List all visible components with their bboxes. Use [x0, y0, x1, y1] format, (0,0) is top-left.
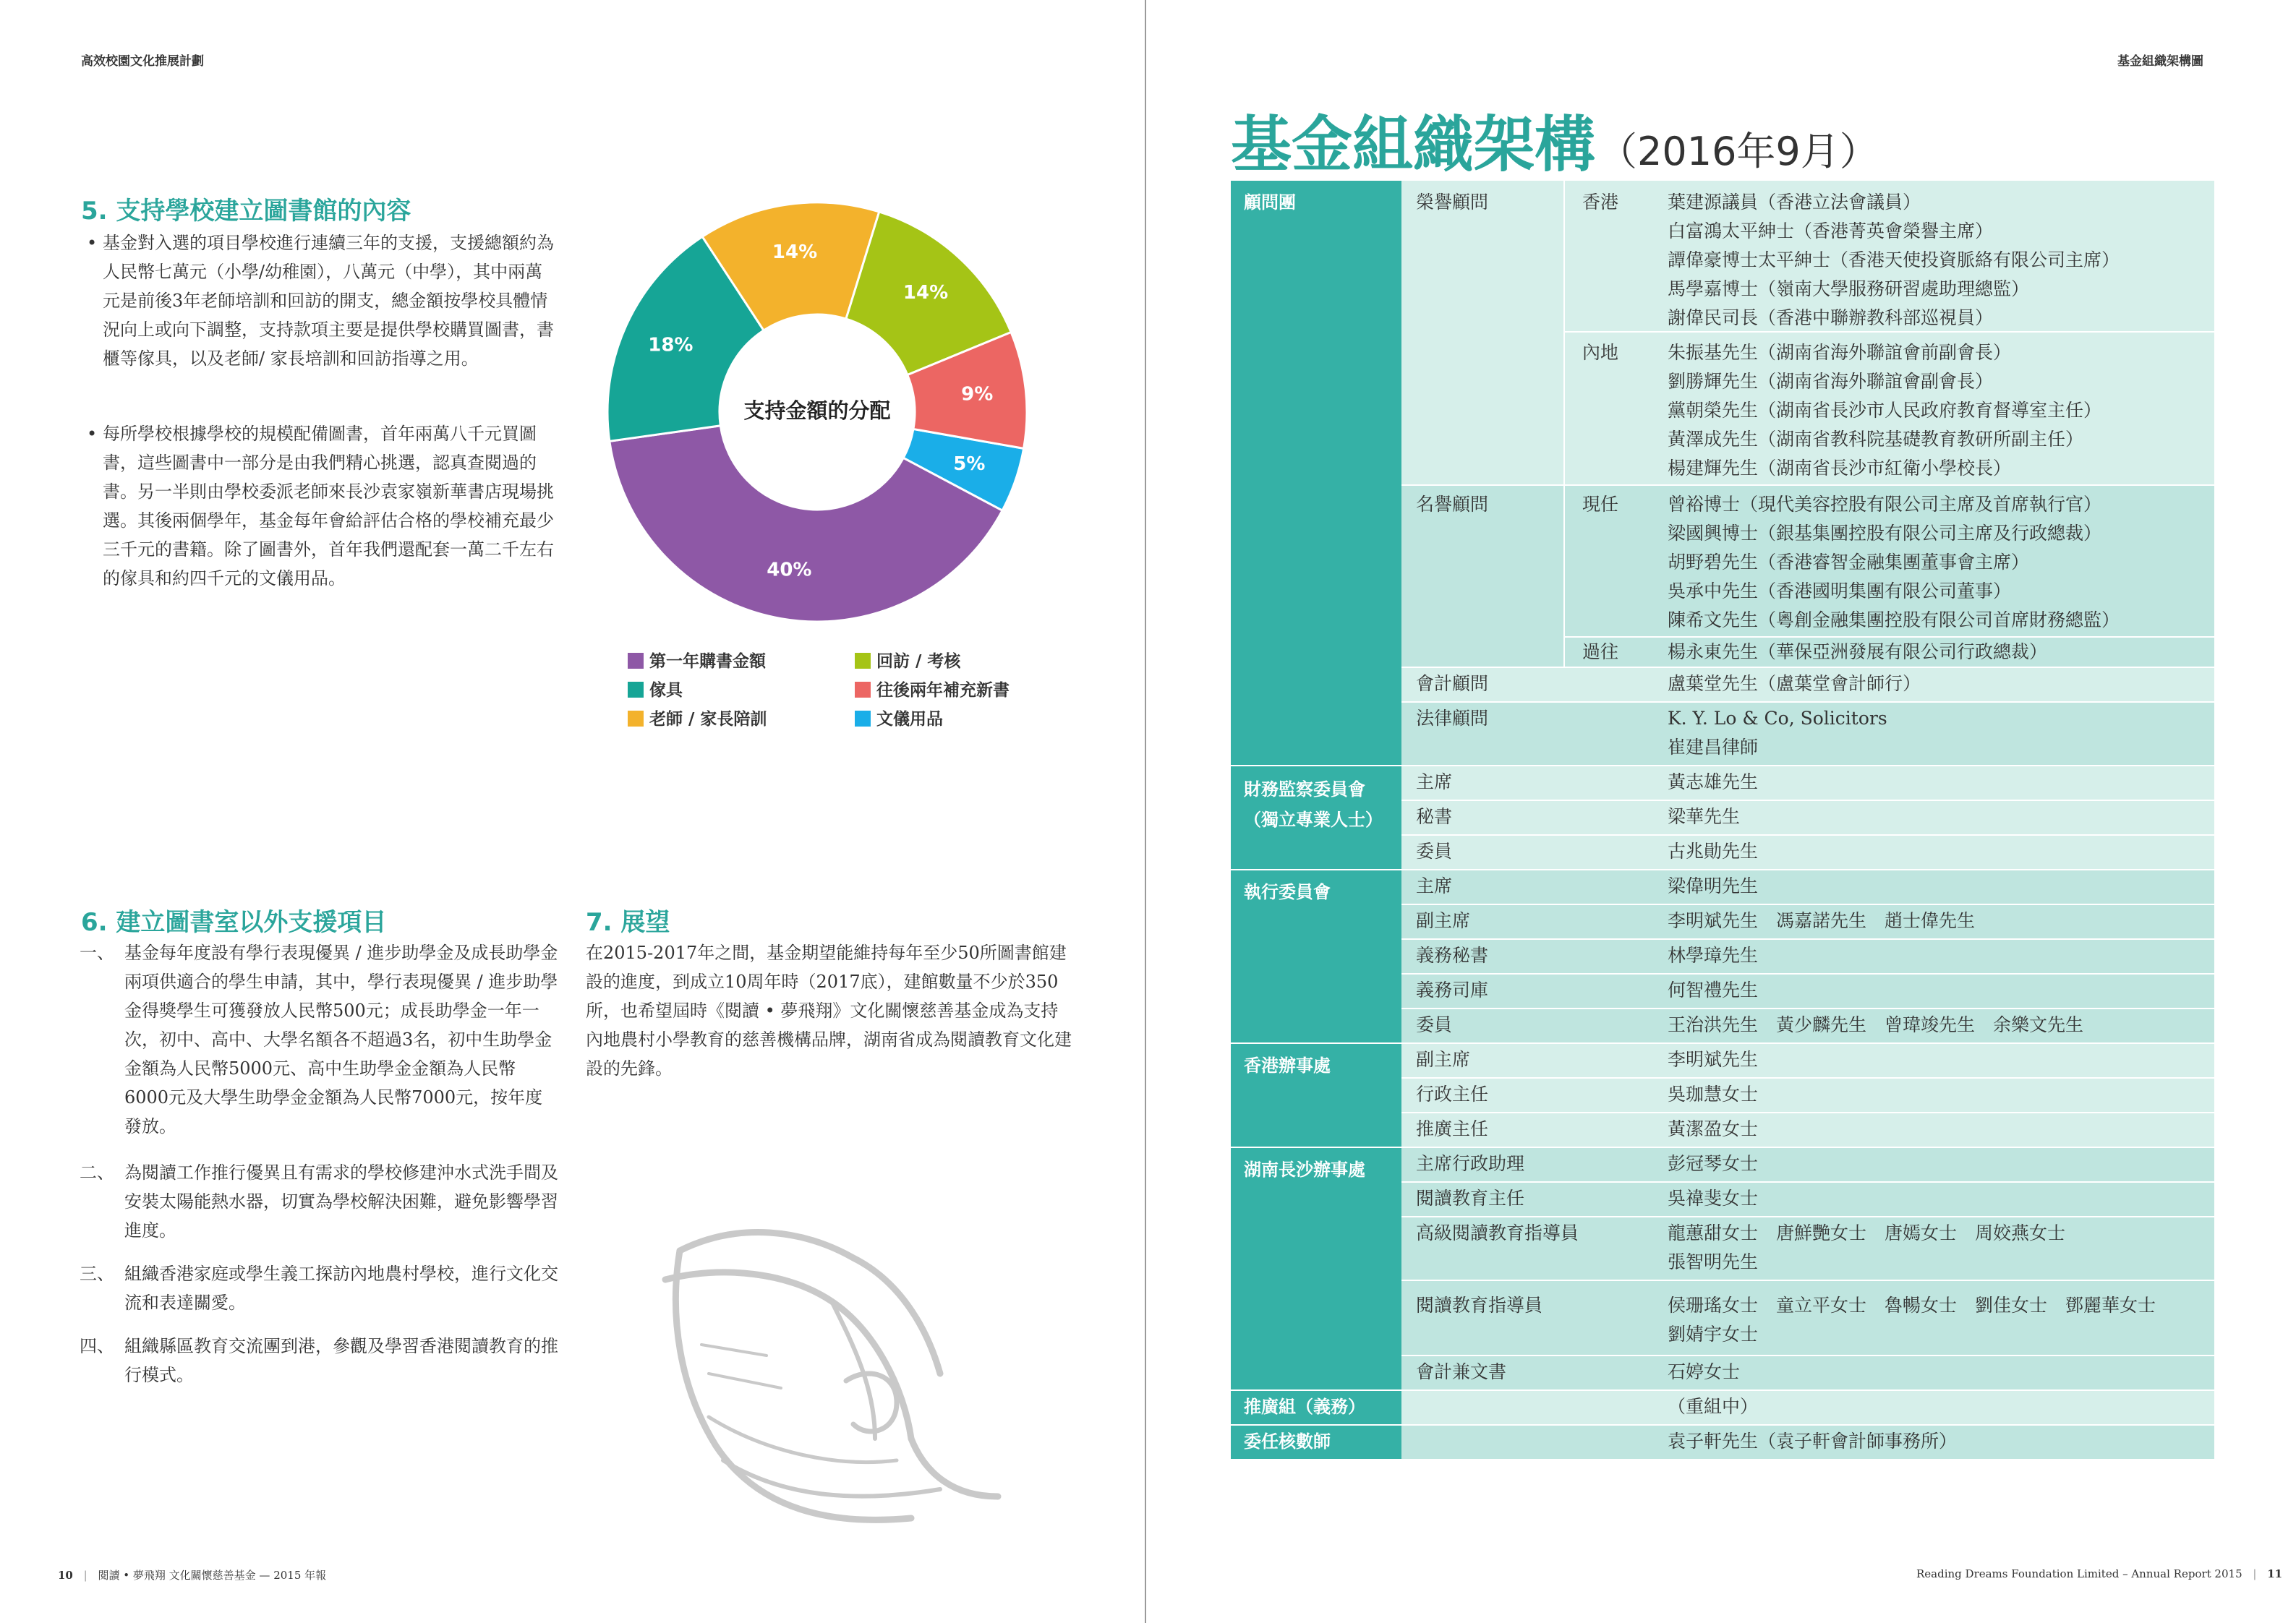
page-number-right: 11: [2267, 1567, 2283, 1580]
role-hon-treasurer: 義務司庫: [1416, 980, 1489, 1001]
row-separator: [1401, 1216, 2214, 1217]
row-separator: [1401, 1355, 2214, 1356]
name-line: 盧葉堂先生（盧葉堂會計師行）: [1668, 673, 1921, 694]
name-line: 袁子軒先生（袁子軒會計師事務所）: [1668, 1431, 1958, 1452]
book-sketch-illustration: [636, 1200, 1012, 1540]
section-5-bullet-2: • 每所學校根據學校的規模配備圖書，首年兩萬八千元買圖書，這些圖書中一部分是由我們精心挑選，認真查閱過的書。另一半則由學校委派老師來長沙袁家嶺新華書店現場挑選。其後兩個學年，基金每年會給評估合格的學校補充最少三千元的書籍。除了圖書外，首年我們還配套一萬二千左右的傢具和約四千元的文儀用品。: [103, 419, 560, 593]
row-separator: [1401, 938, 2214, 940]
sub-hong-kong: 香港: [1582, 192, 1619, 213]
row-separator: [1401, 1424, 2214, 1426]
role-senior-instructor: 高級閱讀教育指導員: [1416, 1222, 1579, 1243]
footer-divider: |: [83, 1569, 88, 1582]
allocation-donut-chart: [600, 195, 1034, 629]
legend-item-furniture: 傢具: [628, 677, 683, 701]
role-instructor: 閱讀教育指導員: [1416, 1295, 1543, 1316]
chart-title: 支持金額的分配: [743, 398, 891, 423]
category-label-promotion: 推廣組（義務）: [1244, 1397, 1365, 1417]
name-line: 吳承中先生（香港國明集團有限公司董事）: [1668, 581, 2012, 601]
legend-swatch: [855, 653, 871, 669]
legend-item-first-year-books: 第一年購書金額: [628, 648, 766, 672]
row-separator: [1401, 869, 2214, 870]
name-line: 胡野碧先生（香港睿智金融集團董事會主席）: [1668, 552, 2030, 573]
col-separator: [1563, 484, 1565, 667]
role-exec-assistant: 主席行政助理: [1416, 1153, 1525, 1174]
role-admin-officer: 行政主任: [1416, 1084, 1489, 1105]
role-honorary-consultant: 名譽顧問: [1416, 494, 1489, 515]
role-reading-officer: 閱讀教育主任: [1416, 1188, 1525, 1209]
row-separator: [1401, 1389, 2214, 1391]
role-accounting-advisor: 會計顧問: [1416, 673, 1489, 694]
legend-item-visits: 回訪 / 考核: [855, 648, 960, 672]
left-page: [0, 0, 1145, 1623]
role-vice-chairman: 副主席: [1416, 910, 1471, 931]
item-number: 三、: [80, 1264, 114, 1284]
name-line: （重組中）: [1668, 1396, 1759, 1417]
category-label-advisors: 顧問團: [1244, 192, 1296, 213]
legend-item-new-books: 往後兩年補充新書: [855, 677, 1010, 701]
bullet-icon: •: [87, 424, 98, 444]
section-6-item-3: 三、 組織香港家庭或學生義工探訪內地農村學校，進行文化交流和表達關愛。: [124, 1259, 560, 1317]
row-separator: [1401, 973, 2214, 975]
row-separator: [1401, 667, 2214, 668]
band-hk-office: [1401, 1042, 2214, 1147]
section-6-title: 6. 建立圖書室以外支援項目: [81, 908, 387, 937]
name-line: 林學璋先生: [1668, 945, 1759, 966]
slice-label: 5%: [953, 453, 986, 475]
name-line: 楊建輝先生（湖南省長沙市紅衛小學校長）: [1668, 458, 2012, 479]
role-accounting-clerk: 會計兼文書: [1416, 1361, 1507, 1382]
name-line: 張智明先生: [1668, 1251, 1759, 1272]
section-6-item-4: 四、 組織縣區教育交流團到港，參觀及學習香港閱讀教育的推行模式。: [124, 1332, 560, 1389]
category-label-auditor: 委任核數師: [1244, 1431, 1331, 1452]
slice-label: 9%: [961, 383, 994, 406]
row-separator: [1401, 701, 2214, 703]
legend-swatch: [628, 653, 644, 669]
name-line: 曾裕博士（現代美容控股有限公司主席及首席執行官）: [1668, 494, 2102, 515]
name-line: 劉婧宇女士: [1668, 1324, 1759, 1345]
role-legal-advisor: 法律顧問: [1416, 708, 1489, 729]
legend-swatch: [628, 682, 644, 698]
name-line: 古兆勛先生: [1668, 841, 1759, 862]
section-5-bullet-1: • 基金對入選的項目學校進行連續三年的支援，支援總額約為人民幣七萬元（小學/幼稚園），八萬元（中學），其中兩萬元是前後3年老師培訓和回訪的開支，總金額按學校具體情況向上或向下調整，支持款項主要是提供學校購買圖書，書櫃等傢具，以及老師/ 家長培訓和回訪指導之用。: [103, 228, 560, 373]
row-separator: [1401, 1280, 2214, 1281]
role-chairman: 主席: [1416, 875, 1453, 896]
item-number: 四、: [80, 1336, 114, 1356]
row-separator: [1401, 1112, 2214, 1113]
row-separator: [1401, 1181, 2214, 1183]
name-line: 白富鴻太平紳士（香港菁英會榮譽主席）: [1668, 220, 1994, 241]
legend-swatch: [628, 711, 644, 727]
name-line: 譚偉豪博士太平紳士（香港天使投資脈絡有限公司主席）: [1668, 249, 2120, 270]
name-line: 劉勝輝先生（湖南省海外聯誼會副會長）: [1668, 371, 1994, 392]
role-honorary-advisor: 榮譽顧問: [1416, 192, 1489, 213]
name-line: 楊永東先生（華保亞洲發展有限公司行政總裁）: [1668, 641, 2048, 662]
sub-mainland: 內地: [1582, 342, 1619, 363]
name-line: 彭冠琴女士: [1668, 1153, 1759, 1174]
name-line: 吳禕斐女士: [1668, 1188, 1759, 1209]
category-label-finance: 財務監察委員會: [1244, 779, 1365, 800]
row-separator: [1401, 765, 2214, 766]
org-chart-title: 基金組織架構: [1231, 108, 1596, 180]
right-footer: [1916, 1567, 2282, 1580]
band-promotion: [1401, 1389, 2214, 1424]
row-separator: [1401, 1077, 2214, 1079]
name-line: 黃潔盈女士: [1668, 1118, 1759, 1139]
row-separator: [1401, 1008, 2214, 1009]
sub-former: 過往: [1582, 641, 1619, 662]
name-line: 黃志雄先生: [1668, 771, 1759, 792]
role-vice-chairman: 副主席: [1416, 1049, 1471, 1070]
footer-divider: |: [2253, 1567, 2257, 1580]
bullet-icon: •: [87, 233, 98, 253]
name-line: 黃澤成先生（湖南省教科院基礎教育教研所副主任）: [1668, 429, 2084, 450]
section-5-title: 5. 支持學校建立圖書館的內容: [81, 197, 411, 226]
name-line: 馬學嘉博士（嶺南大學服務研習處助理總監）: [1668, 278, 2030, 299]
running-head-right: 基金組織架構圖: [2117, 54, 2203, 69]
band-changsha-office: [1401, 1147, 2214, 1389]
running-head-left: 高效校園文化推展計劃: [81, 54, 204, 69]
row-separator: [1401, 484, 2214, 486]
role-chairman: 主席: [1416, 771, 1453, 792]
name-line: 龍蕙甜女士 唐鮮艷女士 唐嫣女士 周姣燕女士: [1668, 1222, 2066, 1243]
category-label-executive: 執行委員會: [1244, 882, 1331, 902]
slice-label: 40%: [767, 559, 812, 581]
name-line: 何智禮先生: [1668, 980, 1759, 1001]
name-line: 陳希文先生（粵創金融集團控股有限公司首席財務總監）: [1668, 609, 2120, 630]
role-hon-secretary: 義務秘書: [1416, 945, 1489, 966]
name-line: 李明斌先生: [1668, 1049, 1759, 1070]
col-separator: [1563, 181, 1565, 484]
row-separator: [1401, 1147, 2214, 1148]
name-line: 梁國興博士（銀基集團控股有限公司主席及行政總裁）: [1668, 523, 2102, 544]
role-secretary: 秘書: [1416, 806, 1453, 827]
category-advisors: [1231, 181, 1401, 765]
name-line: 謝偉民司長（香港中聯辦教科部巡視員）: [1668, 307, 1994, 328]
category-label-finance-sub: （獨立專業人士）: [1244, 810, 1383, 830]
category-label-changsha: 湖南長沙辦事處: [1244, 1160, 1365, 1180]
sub-current: 現任: [1582, 494, 1619, 515]
row-separator: [1401, 904, 2214, 905]
name-line: 梁偉明先生: [1668, 875, 1759, 896]
slice-label: 14%: [902, 282, 949, 304]
legend-swatch: [855, 711, 871, 727]
left-footer: [58, 1567, 326, 1583]
row-separator: [1401, 1042, 2214, 1044]
row-separator: [1401, 800, 2214, 801]
section-7-title: 7. 展望: [586, 908, 670, 937]
name-line: 梁華先生: [1668, 806, 1741, 827]
name-line: 崔建昌律師: [1668, 737, 1759, 758]
name-line: 王治洪先生 黃少麟先生 曾瑋竣先生 余樂文先生: [1668, 1014, 2084, 1035]
slice-label: 14%: [772, 241, 818, 264]
footer-title-left: 閱讀 • 夢飛翔 文化關懷慈善基金 — 2015 年報: [98, 1569, 327, 1582]
role-promotion-officer: 推廣主任: [1416, 1118, 1489, 1139]
band-finance-committee: [1401, 765, 2214, 869]
name-line: 黨朝榮先生（湖南省長沙市人民政府教育督導室主任）: [1668, 400, 2102, 421]
name-line: 吳珈慧女士: [1668, 1084, 1759, 1105]
name-line: 石婷女士: [1668, 1361, 1741, 1382]
item-number: 二、: [80, 1162, 114, 1183]
role-member: 委員: [1416, 841, 1453, 862]
role-member: 委員: [1416, 1014, 1453, 1035]
section-6-item-2: 二、 為閱讀工作推行優異且有需求的學校修建沖水式洗手間及安裝太陽能熱水器，切實為學校解決困難，避免影響學習進度。: [124, 1158, 560, 1245]
category-label-hk-office: 香港辦事處: [1244, 1055, 1331, 1076]
name-line: 侯珊瑤女士 童立平女士 魯暢女士 劉佳女士 鄧麗華女士: [1668, 1295, 2156, 1316]
org-chart-date: （2016年9月）: [1598, 129, 1879, 174]
page-number-left: 10: [58, 1569, 73, 1582]
row-separator: [1401, 834, 2214, 836]
legend-item-stationery: 文儀用品: [855, 706, 943, 729]
section-6-item-1: 一、 基金每年度設有學行表現優異 / 進步助學金及成長助學金兩項供適合的學生申請，其中，學行表現優異 / 進步助學金得獎學生可獲發放人民幣500元；成長助學金一年一次，初中、高中、大學名額各不超過3名，初中生助學金金額為人民幣5000元、高中生助學金金額為人民幣6000元及大學生助學金金額為人民幣7000元，按年度發放。: [124, 938, 560, 1141]
footer-title-right: Reading Dreams Foundation Limited – Annual Report 2015: [1916, 1567, 2242, 1580]
name-line: 葉建源議員（香港立法會議員）: [1668, 192, 1921, 213]
name-line: K. Y. Lo & Co, Solicitors: [1668, 708, 1887, 729]
name-line: 朱振基先生（湖南省海外聯誼會前副會長）: [1668, 342, 2012, 363]
slice-label: 18%: [648, 334, 694, 356]
item-number: 一、: [80, 943, 114, 963]
name-line: 李明斌先生 馮嘉諾先生 趙士偉先生: [1668, 910, 1976, 931]
legend-swatch: [855, 682, 871, 698]
section-7-text: 在2015-2017年之間，基金期望能維持每年至少50所圖書館建設的進度，到成立10周年時（2017底），建館數量不少於350所，也希望屆時《閱讀 • 夢飛翔》文化關懷慈善基金成為支持內地農村小學教育的慈善機構品牌，湖南省成為閱讀教育文化建設的先鋒。: [586, 943, 1072, 1079]
legend-item-teacher-training: 老師 / 家長陪訓: [628, 706, 767, 729]
